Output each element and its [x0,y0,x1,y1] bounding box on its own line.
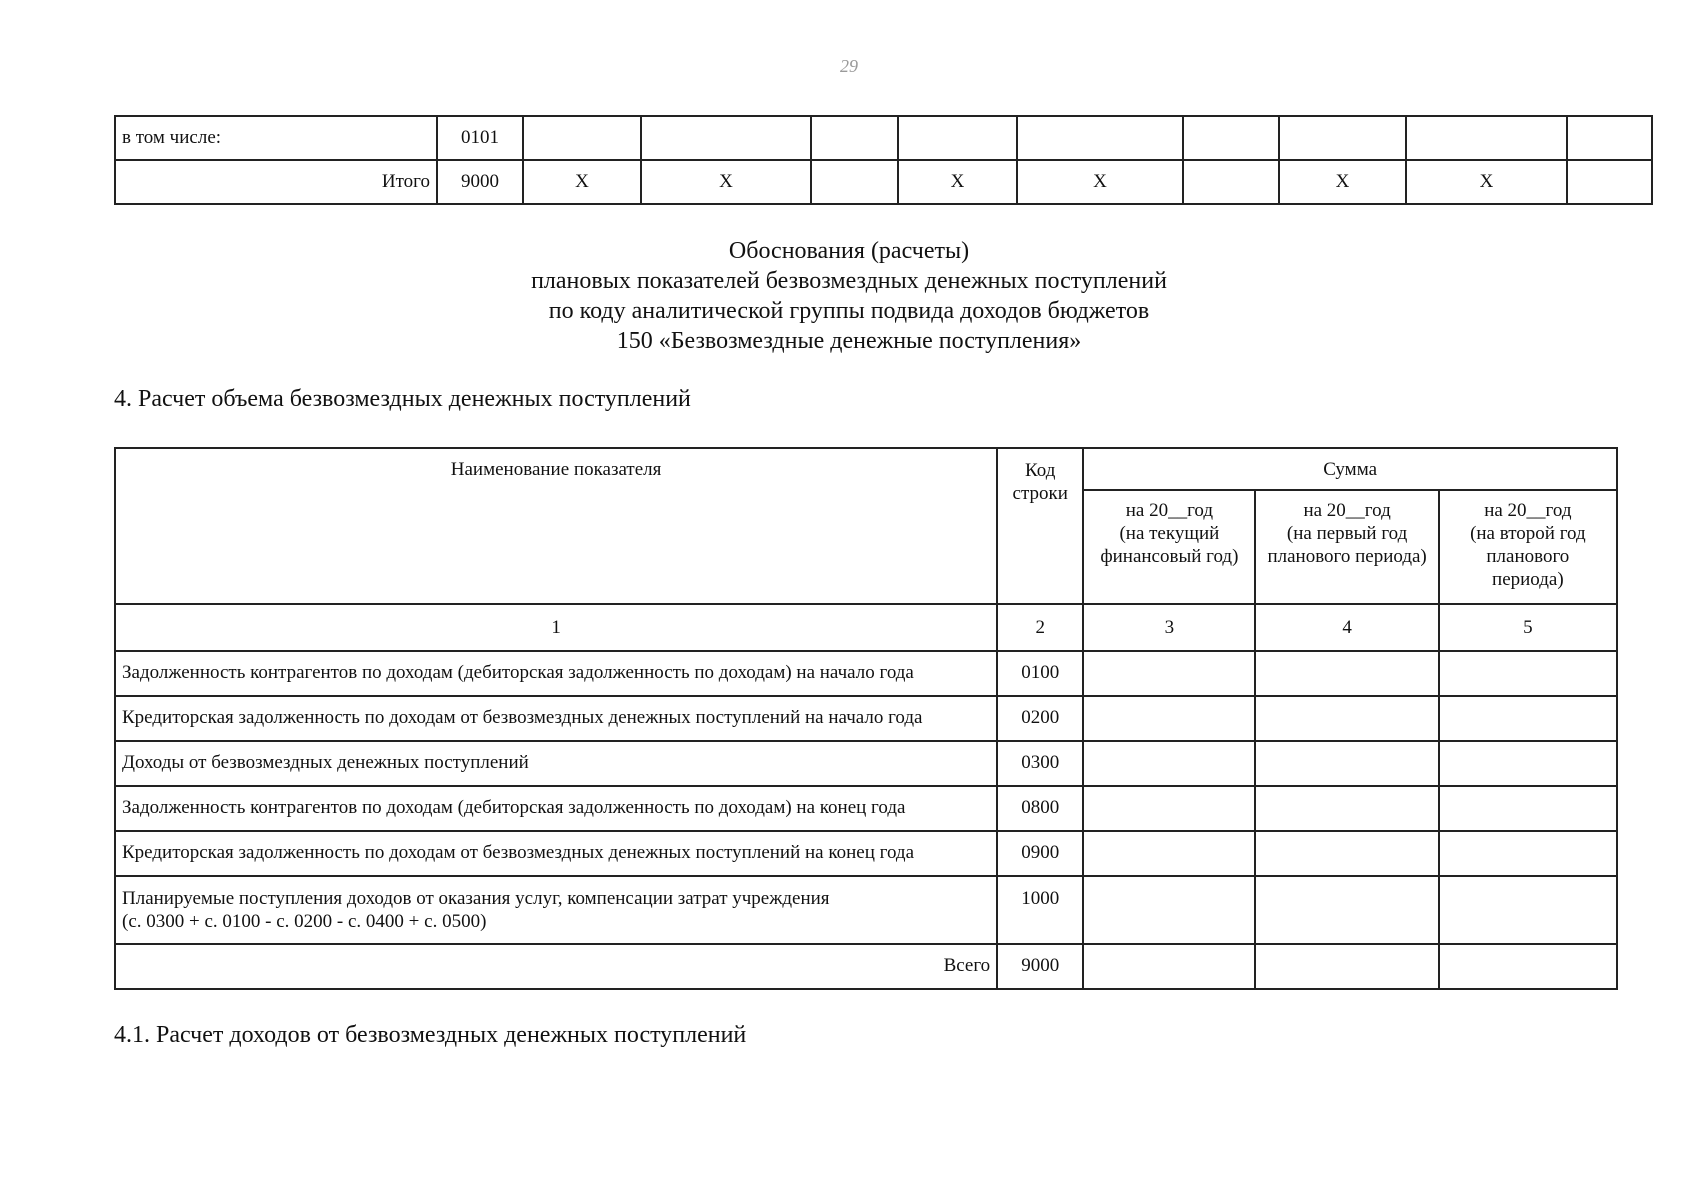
row-code: 0101 [437,116,523,160]
table-cell: X [1279,160,1406,204]
row-code: 1000 [997,876,1083,944]
row-name: Кредиторская задолженность по доходам от безвозмездных денежных поступлений на конец года [115,831,997,876]
header-year2: на 20__год (на первый год планового периода) [1255,490,1438,604]
table-cell: X [641,160,811,204]
sum-cell[interactable] [1083,651,1255,696]
table-cell: X [1406,160,1567,204]
section-title: 4. Расчет объема безвозмездных денежных поступлений [114,386,691,412]
sum-cell[interactable] [1439,651,1617,696]
heading-line: по коду аналитической группы подвида доходов бюджетов [548,298,1150,324]
table-row [115,831,1617,876]
document-heading [0,236,1698,356]
sum-cell[interactable] [1439,696,1617,741]
table-cell: X [898,160,1017,204]
header-sum: Сумма [1083,448,1617,490]
sum-cell[interactable] [1439,831,1617,876]
table-cell[interactable] [1017,116,1183,160]
sum-cell[interactable] [1439,876,1617,944]
row-code: 0800 [997,786,1083,831]
sum-cell[interactable] [1439,741,1617,786]
total-code: 9000 [997,944,1083,989]
table-cell[interactable] [1406,116,1567,160]
row-code: 9000 [437,160,523,204]
table-cell[interactable] [1183,116,1279,160]
header-year3: на 20__год (на второй год планового периода) [1439,490,1617,604]
table-cell[interactable] [1183,160,1279,204]
row-name: Задолженность контрагентов по доходам (дебиторская задолженность по доходам) на конец года [115,786,997,831]
table-row [115,116,1652,160]
table-cell[interactable] [811,160,898,204]
sum-cell[interactable] [1255,831,1438,876]
row-code: 0100 [997,651,1083,696]
row-code: 0200 [997,696,1083,741]
row-name: Доходы от безвозмездных денежных поступлений [115,741,997,786]
table-cell[interactable] [811,116,898,160]
sum-cell[interactable] [1439,944,1617,989]
heading-line: 150 «Безвозмездные денежные поступления» [616,328,1082,354]
row-name: Итого [115,160,437,204]
section-title: 4.1. Расчет доходов от безвозмездных денежных поступлений [114,1022,747,1048]
column-number: 3 [1083,604,1255,651]
table-row [115,786,1617,831]
sum-cell[interactable] [1083,876,1255,944]
table-cell[interactable] [898,116,1017,160]
column-number: 5 [1439,604,1617,651]
column-number: 4 [1255,604,1438,651]
total-row [115,944,1617,989]
sum-cell[interactable] [1255,651,1438,696]
table-row [115,741,1617,786]
continuation-table [114,115,1653,205]
heading-line: Обоснования (расчеты) [728,238,970,264]
sum-cell[interactable] [1083,786,1255,831]
row-name: в том числе: [115,116,437,160]
sum-cell[interactable] [1083,831,1255,876]
sum-cell[interactable] [1255,741,1438,786]
column-number-row [115,604,1617,651]
header-code-text: Код строки [1012,460,1068,504]
table-cell[interactable] [1279,116,1406,160]
row-name: Задолженность контрагентов по доходам (дебиторская задолженность по доходам) на начало года [115,651,997,696]
row-name: Кредиторская задолженность по доходам от безвозмездных денежных поступлений на начало года [115,696,997,741]
column-number: 1 [115,604,997,651]
page-number: 29 [840,56,858,76]
sum-cell[interactable] [1255,786,1438,831]
table-cell[interactable] [523,116,641,160]
table-row [115,651,1617,696]
table-cell: X [1017,160,1183,204]
total-label: Всего [115,944,997,989]
row-code: 0900 [997,831,1083,876]
table-row [115,696,1617,741]
header-code [997,448,1083,604]
table-row [115,160,1652,204]
sum-cell[interactable] [1439,786,1617,831]
heading-line: плановых показателей безвозмездных денежных поступлений [531,268,1167,294]
table-cell[interactable] [1567,160,1652,204]
table-cell[interactable] [641,116,811,160]
sum-cell[interactable] [1083,741,1255,786]
column-number: 2 [997,604,1083,651]
table-cell: X [523,160,641,204]
table-row [115,876,1617,944]
header-year1: на 20__год (на текущий финансовый год) [1083,490,1255,604]
sum-cell[interactable] [1255,944,1438,989]
sum-cell[interactable] [1255,696,1438,741]
header-row [115,448,1617,490]
row-code: 0300 [997,741,1083,786]
header-name: Наименование показателя [115,448,997,604]
row-name: Планируемые поступления доходов от оказания услуг, компенсации затрат учреждения (с. 0300 + с. 0100 - с. 0200 - с. 0400 + с. 0500) [115,876,997,944]
sum-cell[interactable] [1083,696,1255,741]
table-cell[interactable] [1567,116,1652,160]
sum-cell[interactable] [1255,876,1438,944]
calculation-table [114,447,1618,990]
sum-cell[interactable] [1083,944,1255,989]
